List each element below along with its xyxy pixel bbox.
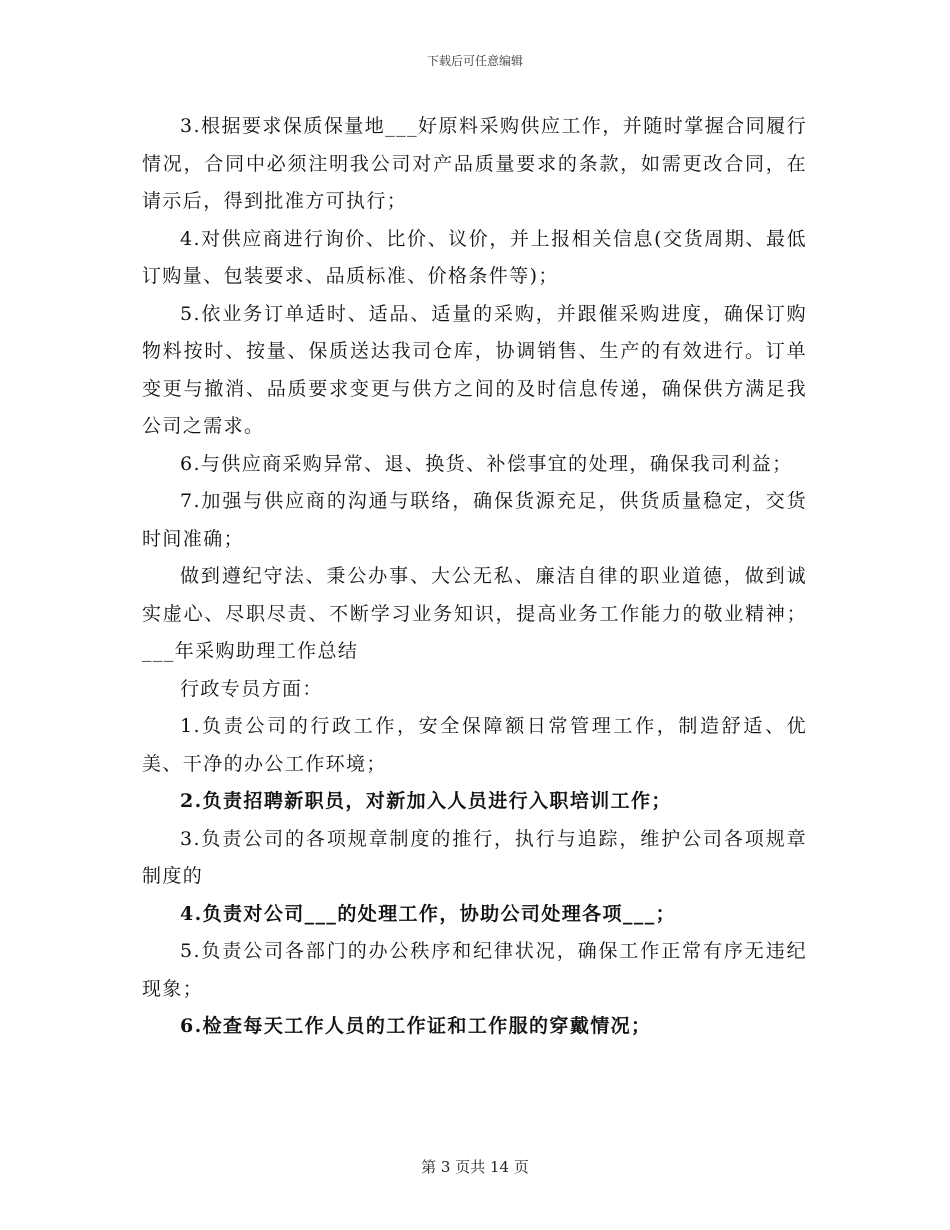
- admin-item-6: 6.检查每天工作人员的工作证和工作服的穿戴情况；: [180, 1015, 652, 1037]
- paragraph-ethics: 做到遵纪守法、秉公办事、大公无私、廉洁自律的职业道德，做到诚实虚心、尽职尽责、不断学习业务知识，提高业务工作能力的敬业精神；___年采购助理工作总结: [142, 565, 807, 662]
- page-number: 第 3 页共 14 页: [421, 1158, 529, 1176]
- page-header: 下载后可任意编辑: [426, 54, 523, 68]
- admin-item-1: 1.负责公司的行政工作，安全保障额日常管理工作，制造舒适、优美、干净的办公工作环境；: [142, 715, 807, 775]
- paragraph-item-4: 4.对供应商进行询价、比价、议价，并上报相关信息(交货周期、最低订购量、包装要求、品质标准、价格条件等)；: [142, 227, 807, 287]
- paragraph-item-3: 3.根据要求保质保量地___好原料采购供应工作，并随时掌握合同履行情况，合同中必须注明我公司对产品质量要求的条款，如需更改合同，在请示后，得到批准方可执行；: [142, 115, 807, 212]
- paragraph-item-6: 6.与供应商采购异常、退、换货、补偿事宜的处理，确保我司利益；: [180, 452, 793, 475]
- admin-item-5: 5.负责公司各部门的办公秩序和纪律状况，确保工作正常有序无违纪现象；: [142, 940, 807, 1000]
- admin-item-4: 4.负责对公司___的处理工作，协助公司处理各项___；: [180, 902, 677, 925]
- paragraph-item-7: 7.加强与供应商的沟通与联络，确保货源充足，供货质量稳定，交货时间准确；: [142, 490, 807, 550]
- paragraph-item-5: 5.依业务订单适时、适品、适量的采购，并跟催采购进度，确保订购物料按时、按量、保质送达我司仓库，协调销售、生产的有效进行。订单变更与撤消、品质要求变更与供方之间的及时信息传递，确保供方满足我公司之需求。: [142, 302, 807, 437]
- document-body: [142, 108, 807, 1046]
- admin-item-3: 3.负责公司的各项规章制度的推行，执行与追踪，维护公司各项规章制度的: [142, 827, 807, 887]
- section-heading-admin: 行政专员方面：: [180, 677, 323, 700]
- admin-item-2: 2.负责招聘新职员，对新加入人员进行入职培训工作；: [180, 790, 672, 812]
